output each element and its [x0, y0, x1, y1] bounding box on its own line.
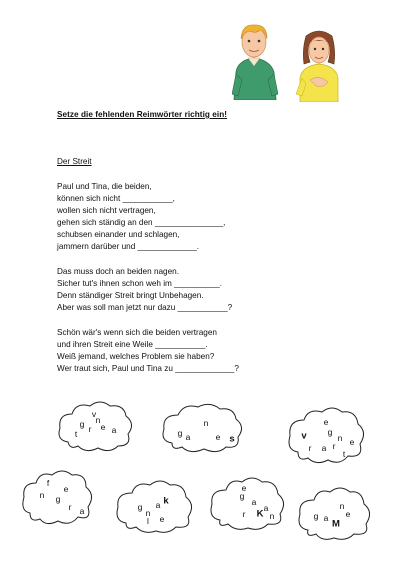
girl-illustration: [294, 28, 344, 102]
cloud-letter: k: [163, 495, 169, 507]
cloud-letter: g: [79, 418, 85, 429]
cloud-letter: a: [251, 496, 257, 507]
cloud-letter: a: [79, 505, 85, 516]
cloud-letter: e: [241, 482, 247, 493]
poem-line: und ihren Streit eine Weile ___________.: [57, 340, 208, 350]
letter-cloud-3: [286, 404, 366, 466]
letter-cloud-1: [56, 398, 134, 454]
cloud-letter: e: [100, 421, 106, 432]
cloud-letter: e: [215, 431, 221, 442]
letter-cloud-7: [296, 484, 372, 542]
cloud-letter: e: [159, 513, 165, 524]
poem-line: Sicher tut's ihnen schon weh im __________.: [57, 279, 222, 289]
instruction-heading: Setze die fehlenden Reimwörter richtig ein!: [57, 110, 228, 119]
cloud-letter: v: [91, 408, 97, 419]
poem-line: jammern darüber und _____________.: [57, 242, 200, 252]
cloud-letter: a: [321, 442, 327, 453]
cloud-letter: e: [323, 416, 329, 427]
letter-cloud-6: [208, 474, 286, 532]
cloud-letter: r: [88, 423, 92, 434]
cloud-letter: e: [349, 436, 355, 447]
poem-line: Das muss doch an beiden nagen.: [57, 267, 179, 276]
cloud-letter: t: [342, 448, 346, 459]
poem-title: Der Streit: [57, 157, 92, 166]
cloud-letter: n: [39, 489, 45, 500]
cloud-letter: g: [55, 493, 61, 504]
poem-line: Schön wär's wenn sich die beiden vertragen: [57, 328, 217, 337]
poem-line: schubsen einander und schlagen,: [57, 230, 180, 240]
cloud-letter: n: [145, 507, 151, 518]
poem-line: Aber was soll man jetzt nur dazu ___________?: [57, 303, 233, 313]
poem-line: Weiß jemand, welches Problem sie haben?: [57, 352, 215, 362]
stanza-1: [57, 181, 225, 254]
cloud-letter: a: [185, 431, 191, 442]
cloud-letter: t: [74, 428, 78, 439]
cloud-letter: r: [332, 440, 336, 451]
cloud-letter: g: [327, 426, 333, 437]
cloud-letter: g: [137, 501, 143, 512]
cloud-letter: a: [155, 499, 161, 510]
cloud-letter: a: [263, 502, 269, 513]
cloud-letter: a: [323, 512, 329, 523]
cloud-letter: n: [339, 500, 345, 511]
boy-illustration: [232, 22, 278, 100]
poem-line: Denn ständiger Streit bringt Unbehagen.: [57, 291, 204, 301]
cloud-letter: a: [111, 424, 117, 435]
poem-line: Paul und Tina, die beiden,: [57, 182, 152, 191]
cloud-letter: g: [313, 510, 319, 521]
cloud-letter: r: [68, 501, 72, 512]
letter-cloud-4: [20, 467, 94, 527]
poem-line: Wer traut sich, Paul und Tina zu _____________?: [57, 364, 239, 374]
cloud-letter: n: [203, 417, 209, 428]
cloud-letter: l: [147, 515, 149, 526]
cloud-letter: M: [332, 518, 340, 530]
cloud-letter: n: [95, 414, 101, 425]
cloud-letter: n: [269, 510, 275, 521]
cloud-letter: r: [308, 442, 312, 453]
cloud-letter: K: [256, 508, 264, 520]
cloud-letter: v: [301, 430, 307, 442]
letter-cloud-5: [114, 477, 194, 535]
cloud-letter: g: [177, 427, 183, 438]
cloud-letter: g: [239, 490, 245, 501]
cloud-letter: r: [242, 508, 246, 519]
poem-line: können sich nicht ___________,: [57, 194, 175, 204]
poem-line: gehen sich ständig an den _______________,: [57, 218, 226, 228]
cloud-letter: e: [345, 508, 351, 519]
cloud-letter: e: [63, 483, 69, 494]
cloud-letter: s: [229, 433, 235, 445]
cloud-letter: n: [337, 432, 343, 443]
poem-line: wollen sich nicht vertragen,: [57, 206, 156, 216]
cloud-letter: f: [46, 477, 50, 488]
stanza-2: [57, 266, 232, 314]
stanza-3: [57, 327, 239, 375]
letter-cloud-2: [160, 401, 244, 455]
